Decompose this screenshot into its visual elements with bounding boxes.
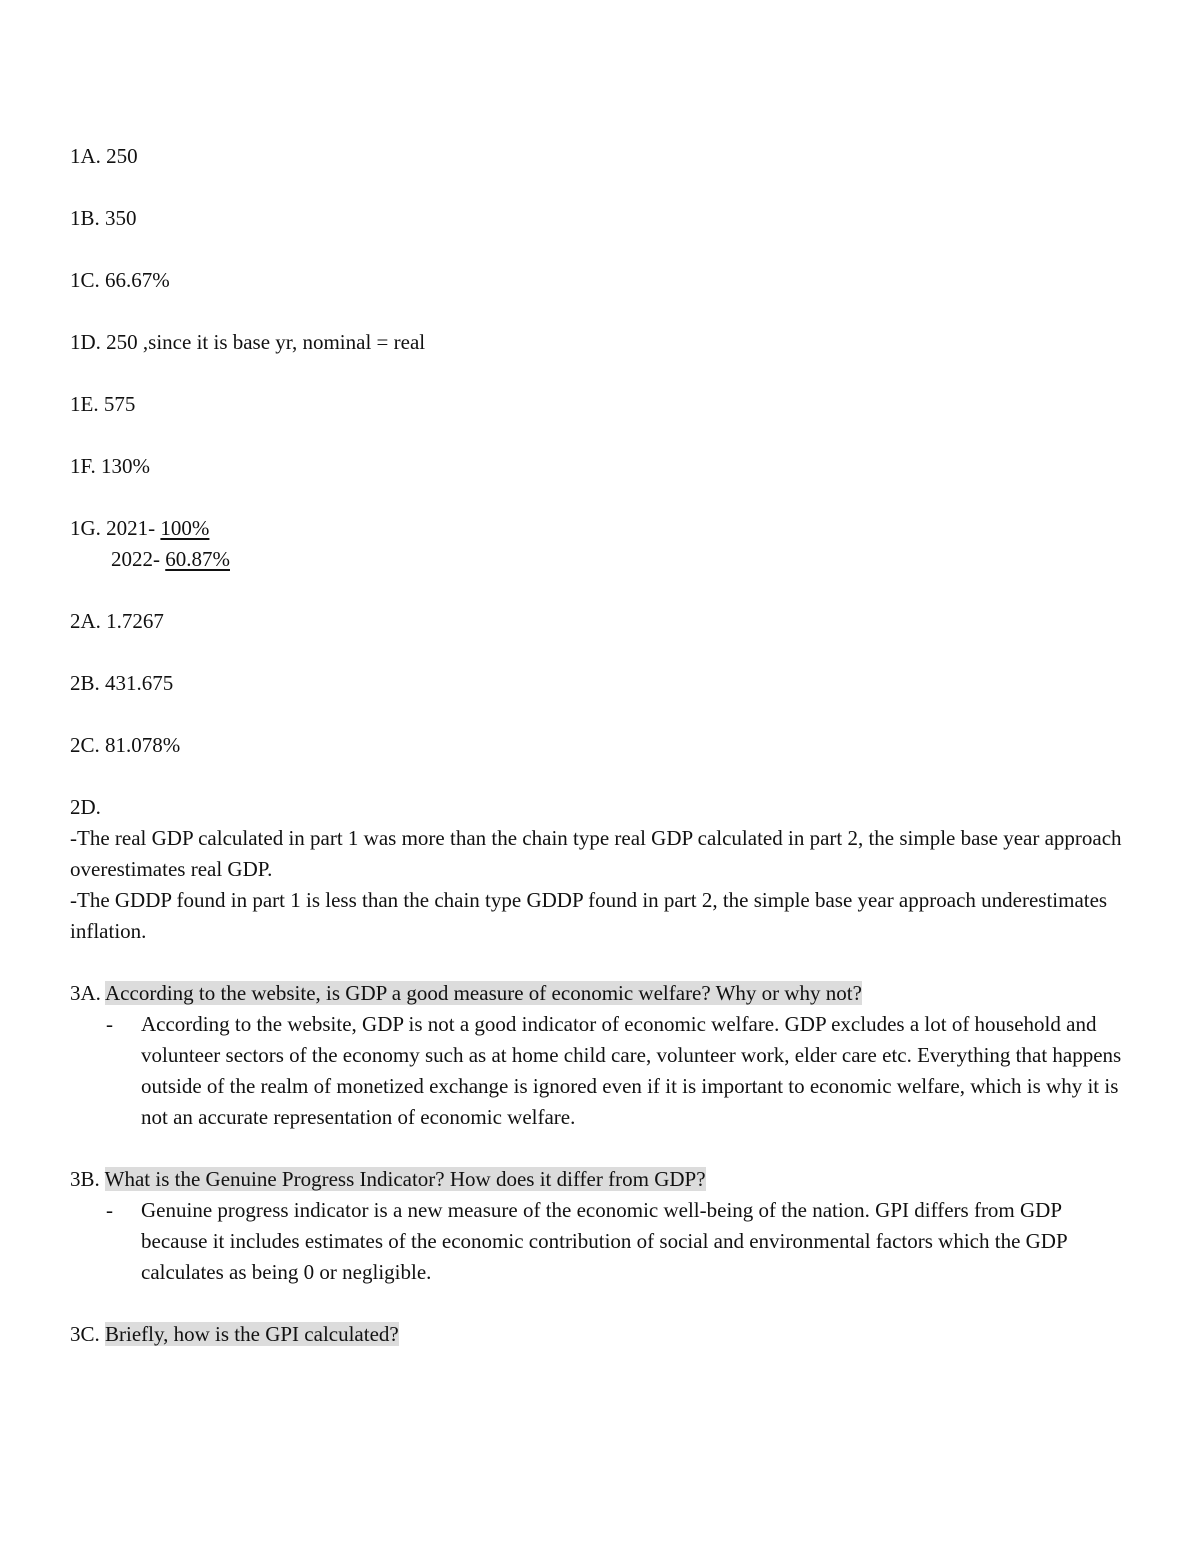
question-3c-text: Briefly, how is the GPI calculated? [105,1322,399,1346]
question-3b-label: 3B. [70,1167,105,1191]
answer-3a-bullet [70,1009,1130,1133]
answer-1g-value-2022: 60.87% [165,547,230,571]
answer-1g-prefix-2022: 2022- [111,547,166,571]
question-3a-label: 3A. [70,981,106,1005]
document-page [70,141,1130,1350]
answer-1g-line1 [70,513,1130,544]
question-3a [70,978,1130,1009]
answer-1d: 1D. 250 ,since it is base yr, nominal = real [70,330,426,354]
answer-1g-line2 [70,544,1130,575]
answer-2d-paragraph-1: -The real GDP calculated in part 1 was more than the chain type real GDP calculated in part 2, the simple base year approach overestimates real GDP. [70,826,1122,881]
question-3c-label: 3C. [70,1322,106,1346]
answer-2c: 2C. 81.078% [70,733,181,757]
question-3b-text: What is the Genuine Progress Indicator? How does it differ from GDP? [104,1167,706,1191]
answer-2d-paragraph-2: -The GDDP found in part 1 is less than the chain type GDDP found in part 2, the simple base year approach underestimates inflation. [70,888,1108,943]
answer-1a: 1A. 250 [70,144,138,168]
answer-1g-value-2021: 100% [160,516,210,540]
answer-3b-bullet [70,1195,1130,1288]
answer-1f: 1F. 130% [70,454,150,478]
question-3a-text: According to the website, is GDP a good measure of economic welfare? Why or why not? [105,981,862,1005]
answer-2b: 2B. 431.675 [70,671,174,695]
bullet-dash: - [106,1198,113,1222]
answer-3a-text: According to the website, GDP is not a good indicator of economic welfare. GDP excludes a lot of household and volunteer sectors of the economy such as at home child care, volunteer work, elder care etc. Everything that happens outside of the realm of monetized exchange is ignored even if it is important to economic welfare, which is why it is not an accurate representation of economic welfare. [141,1012,1122,1129]
answer-2a: 2A. 1.7267 [70,609,164,633]
answer-1b: 1B. 350 [70,206,137,230]
answer-1c: 1C. 66.67% [70,268,170,292]
answer-1g-prefix: 1G. 2021- [70,516,161,540]
question-3b [70,1164,1130,1195]
bullet-dash: - [106,1012,113,1036]
answer-3b-text: Genuine progress indicator is a new measure of the economic well-being of the nation. GPI differs from GDP because it includes estimates of the economic contribution of social and environmental factors which the GDP calculates as being 0 or negligible. [141,1198,1067,1284]
answer-1e: 1E. 575 [70,392,136,416]
answer-2d-label: 2D. [70,795,101,819]
question-3c [70,1319,1130,1350]
